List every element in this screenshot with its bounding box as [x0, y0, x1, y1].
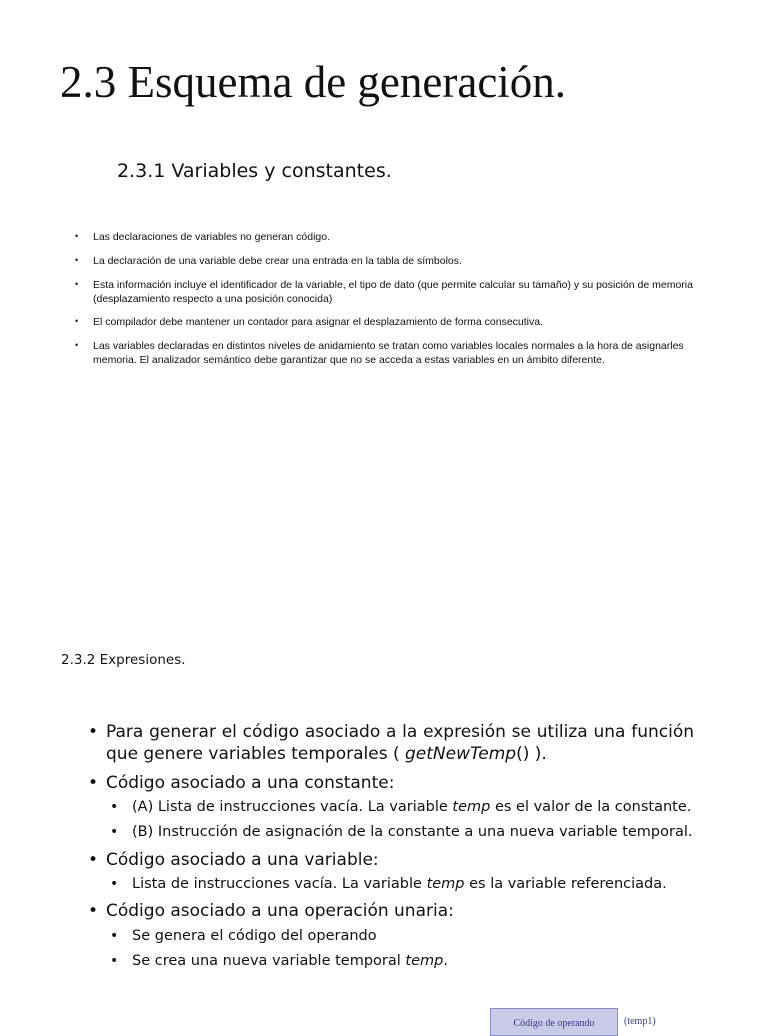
bullet-icon: •	[88, 722, 99, 742]
bullet-icon: •	[110, 952, 119, 969]
sub-list-item: • Se crea una nueva variable temporal temp.	[110, 952, 448, 969]
list-item-text: Código asociado a una variable:	[106, 849, 379, 870]
bullet-icon: •	[88, 901, 99, 922]
sub-list	[106, 927, 694, 971]
list-item	[88, 900, 694, 971]
sub-list	[106, 798, 694, 842]
sub-list-item: • (A) Lista de instrucciones vacía. La variable temp es el valor de la constante.	[110, 799, 692, 816]
list-item: • Esta información incluye el identificador de la variable, el tipo de dato (que permite calcular su tamaño) y su posición de memoria (desplazamiento respecto a una posición conocida)	[73, 279, 693, 307]
bullet-icon: •	[110, 876, 119, 892]
sub-list-item: • Se genera el código del operando	[110, 927, 377, 944]
sub-list	[106, 875, 694, 894]
list-item	[88, 721, 694, 766]
expressions-bullet-list	[88, 721, 694, 977]
bullet-icon: •	[110, 824, 119, 841]
function-name: getNewTemp	[405, 744, 517, 765]
temp-label: (temp1)	[624, 1016, 656, 1027]
list-item: • El compilador debe mantener un contador para asignar el desplazamiento de forma consecutiva.	[73, 316, 693, 330]
list-item-text: Código asociado a una operación unaria:	[106, 901, 454, 922]
section-subtitle: 2.3.1 Variables y constantes.	[117, 160, 392, 182]
list-item-text: Para generar el código asociado a la expresión se utiliza una función que genere variables temporales ( getNewTemp() ).	[106, 722, 694, 765]
page-title: 2.3 Esquema de generación.	[60, 57, 567, 107]
bullet-icon: •	[110, 799, 119, 816]
section-heading-expressions: 2.3.2 Expresiones.	[61, 652, 186, 668]
list-item: • Las declaraciones de variables no generan código.	[73, 231, 693, 245]
bullet-icon: •	[88, 849, 99, 870]
operand-code-box: Código de operando	[490, 1008, 618, 1036]
declarations-bullet-list	[73, 231, 693, 378]
bullet-icon: •	[88, 772, 99, 793]
list-item	[88, 772, 694, 843]
list-item: • Las variables declaradas en distintos niveles de anidamiento se tratan como variables locales normales a la hora de asignarles memoria. El analizador semántico debe garantizar que no se acceda a estas variables en un ámbito diferente.	[73, 340, 693, 368]
bullet-icon: •	[110, 927, 119, 944]
list-item	[88, 849, 694, 895]
sub-list-item: • (B) Instrucción de asignación de la constante a una nueva variable temporal.	[110, 824, 693, 841]
sub-list-item: • Lista de instrucciones vacía. La variable temp es la variable referenciada.	[110, 876, 667, 892]
list-item-text: Código asociado a una constante:	[106, 772, 395, 793]
list-item: • La declaración de una variable debe crear una entrada en la tabla de símbolos.	[73, 255, 693, 269]
